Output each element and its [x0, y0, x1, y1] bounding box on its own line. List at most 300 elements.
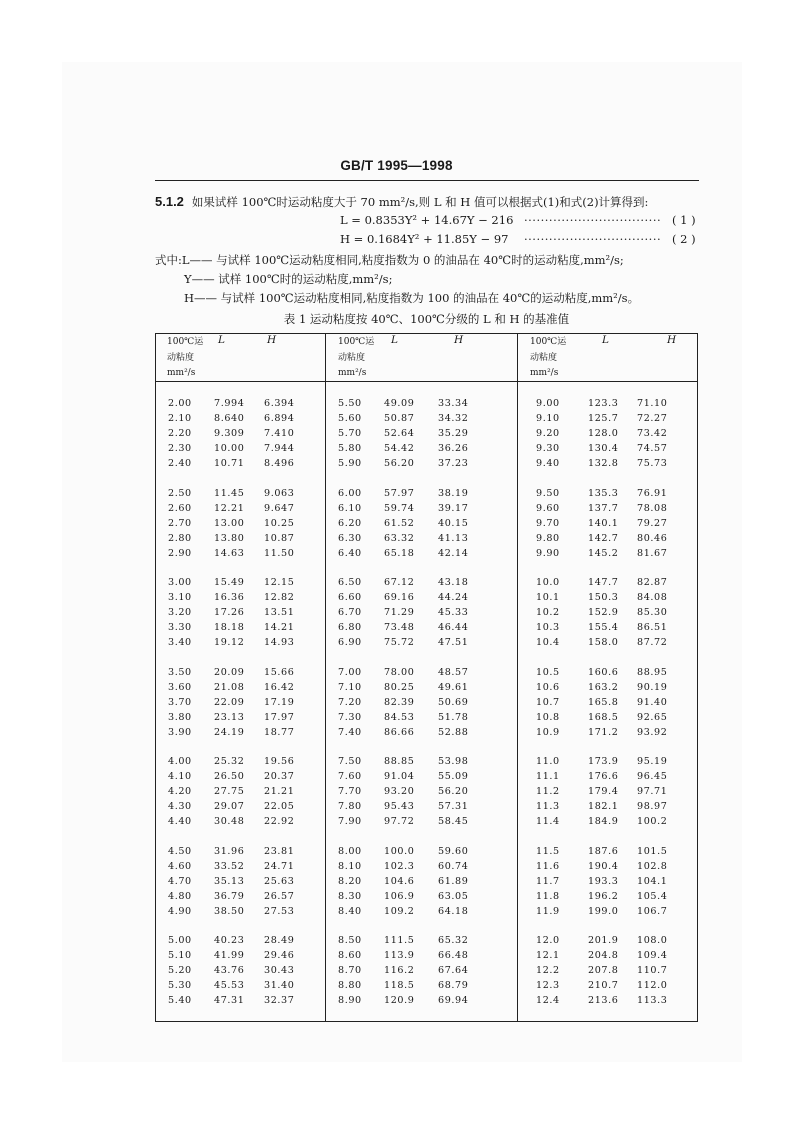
cell-H: 97.71 [637, 786, 668, 797]
cell-L: 59.74 [384, 502, 415, 514]
cell-viscosity: 9.40 [536, 458, 560, 469]
cell-H: 100.2 [637, 816, 668, 827]
cell-H: 108.0 [637, 935, 668, 946]
cell-H: 86.51 [637, 622, 668, 633]
cell-viscosity: 7.00 [338, 666, 362, 678]
cell-L: 118.5 [384, 980, 415, 991]
cell-H: 15.66 [264, 666, 295, 678]
cell-H: 96.45 [637, 771, 668, 782]
cell-viscosity: 9.20 [536, 428, 560, 439]
cell-viscosity: 5.50 [338, 398, 362, 409]
cell-L: 43.76 [214, 965, 245, 976]
cell-L: 130.4 [588, 443, 619, 454]
cell-viscosity: 10.4 [536, 637, 560, 648]
cell-viscosity: 2.10 [168, 413, 192, 424]
cell-L: 27.75 [214, 786, 245, 797]
cell-H: 46.44 [438, 622, 469, 633]
cell-H: 102.8 [637, 860, 668, 872]
header-viscosity-line2: 动粘度 [530, 353, 558, 363]
cell-L: 97.72 [384, 816, 415, 827]
cell-L: 204.8 [588, 950, 619, 961]
cell-viscosity: 11.7 [536, 875, 560, 887]
cell-H: 13.51 [264, 607, 295, 618]
cell-L: 109.2 [384, 905, 415, 917]
cell-viscosity: 12.2 [536, 965, 560, 976]
cell-L: 61.52 [384, 517, 415, 529]
cell-L: 9.309 [214, 428, 245, 439]
cell-H: 32.37 [264, 995, 295, 1006]
cell-viscosity: 3.10 [168, 592, 192, 603]
cell-H: 69.94 [438, 995, 469, 1006]
cell-H: 67.64 [438, 965, 469, 976]
cell-L: 104.6 [384, 875, 415, 887]
cell-H: 12.15 [264, 577, 295, 588]
header-viscosity-line1: 100℃运 [167, 337, 204, 347]
cell-H: 20.37 [264, 771, 295, 782]
cell-L: 120.9 [384, 995, 415, 1006]
cell-H: 51.78 [438, 711, 469, 723]
column-divider [325, 334, 326, 1021]
cell-L: 10.71 [214, 458, 245, 469]
cell-H: 80.46 [637, 532, 668, 544]
cell-H: 25.63 [264, 875, 295, 887]
cell-H: 22.05 [264, 801, 295, 812]
cell-viscosity: 2.40 [168, 458, 192, 469]
header-viscosity-unit: mm²/s [530, 368, 559, 378]
cell-viscosity: 5.00 [168, 935, 192, 946]
cell-viscosity: 4.40 [168, 816, 192, 827]
cell-viscosity: 12.4 [536, 995, 560, 1006]
cell-H: 82.87 [637, 577, 668, 588]
formula-2: H = 0.1684Y² + 11.85Y − 97 [340, 232, 509, 246]
cell-viscosity: 9.80 [536, 532, 560, 544]
cell-L: 13.80 [214, 532, 245, 544]
cell-L: 86.66 [384, 726, 415, 738]
cell-L: 24.19 [214, 726, 245, 738]
cell-L: 29.07 [214, 801, 245, 812]
cell-L: 47.31 [214, 995, 245, 1006]
cell-H: 19.56 [264, 756, 295, 767]
cell-viscosity: 8.10 [338, 860, 362, 872]
cell-H: 91.40 [637, 696, 668, 708]
cell-L: 49.09 [384, 398, 415, 409]
cell-viscosity: 6.80 [338, 622, 362, 633]
cell-L: 93.20 [384, 786, 415, 797]
cell-viscosity: 11.8 [536, 890, 560, 902]
cell-L: 213.6 [588, 995, 619, 1006]
cell-L: 75.72 [384, 637, 415, 648]
header-rule [155, 180, 699, 181]
cell-H: 61.89 [438, 875, 469, 887]
cell-L: 173.9 [588, 756, 619, 767]
cell-L: 8.640 [214, 413, 245, 424]
cell-L: 18.18 [214, 622, 245, 633]
cell-H: 17.19 [264, 696, 295, 708]
cell-L: 106.9 [384, 890, 415, 902]
cell-viscosity: 2.30 [168, 443, 192, 454]
cell-L: 140.1 [588, 517, 619, 529]
cell-H: 60.74 [438, 860, 469, 872]
cell-viscosity: 2.80 [168, 532, 192, 544]
cell-H: 12.82 [264, 592, 295, 603]
definition-Y: Y—— 试样 100℃时的运动粘度,mm²/s; [184, 272, 393, 286]
cell-L: 65.18 [384, 547, 415, 559]
cell-L: 63.32 [384, 532, 415, 544]
cell-viscosity: 2.00 [168, 398, 192, 409]
cell-L: 26.50 [214, 771, 245, 782]
cell-H: 7.944 [264, 443, 295, 454]
cell-L: 176.6 [588, 771, 619, 782]
cell-H: 55.09 [438, 771, 469, 782]
cell-viscosity: 6.70 [338, 607, 362, 618]
cell-H: 6.394 [264, 398, 295, 409]
cell-viscosity: 4.10 [168, 771, 192, 782]
cell-viscosity: 7.80 [338, 801, 362, 812]
cell-L: 15.49 [214, 577, 245, 588]
cell-viscosity: 9.10 [536, 413, 560, 424]
cell-viscosity: 2.20 [168, 428, 192, 439]
definition-L: 式中:L—— 与试样 100℃运动粘度相同,粘度指数为 0 的油品在 40℃时的运动粘度,mm²/s; [155, 253, 624, 267]
cell-viscosity: 4.30 [168, 801, 192, 812]
cell-L: 82.39 [384, 696, 415, 708]
cell-H: 72.27 [637, 413, 668, 424]
cell-L: 23.13 [214, 711, 245, 723]
cell-L: 196.2 [588, 890, 619, 902]
cell-H: 44.24 [438, 592, 469, 603]
cell-viscosity: 6.40 [338, 547, 362, 559]
cell-viscosity: 11.9 [536, 905, 560, 917]
cell-H: 7.410 [264, 428, 295, 439]
standard-code-header: GB/T 1995—1998 [340, 158, 453, 173]
cell-viscosity: 6.90 [338, 637, 362, 648]
definition-H: H—— 与试样 100℃运动粘度相同,粘度指数为 100 的油品在 40℃的运动粘度,mm²/s。 [184, 291, 640, 305]
cell-L: 7.994 [214, 398, 245, 409]
cell-H: 84.08 [637, 592, 668, 603]
cell-viscosity: 9.90 [536, 547, 560, 559]
table-caption: 表 1 运动粘度按 40℃、100℃分级的 L 和 H 的基准值 [283, 312, 570, 326]
cell-H: 9.063 [264, 487, 295, 499]
cell-H: 45.33 [438, 607, 469, 618]
cell-L: 116.2 [384, 965, 415, 976]
cell-L: 36.79 [214, 890, 245, 902]
cell-H: 37.23 [438, 458, 469, 469]
cell-viscosity: 10.5 [536, 666, 560, 678]
header-L: L [391, 334, 398, 346]
cell-L: 30.48 [214, 816, 245, 827]
cell-L: 11.45 [214, 487, 245, 499]
cell-L: 193.3 [588, 875, 619, 887]
cell-H: 109.4 [637, 950, 668, 961]
cell-L: 128.0 [588, 428, 619, 439]
cell-H: 74.57 [637, 443, 668, 454]
cell-L: 91.04 [384, 771, 415, 782]
cell-L: 102.3 [384, 860, 415, 872]
cell-L: 50.87 [384, 413, 415, 424]
cell-viscosity: 7.10 [338, 681, 362, 693]
cell-L: 88.85 [384, 756, 415, 767]
cell-H: 21.21 [264, 786, 295, 797]
cell-viscosity: 6.20 [338, 517, 362, 529]
cell-H: 41.13 [438, 532, 469, 544]
cell-viscosity: 5.30 [168, 980, 192, 991]
cell-L: 199.0 [588, 905, 619, 917]
cell-H: 101.5 [637, 845, 668, 857]
cell-L: 142.7 [588, 532, 619, 544]
cell-L: 35.13 [214, 875, 245, 887]
cell-viscosity: 9.60 [536, 502, 560, 514]
cell-L: 45.53 [214, 980, 245, 991]
cell-L: 163.2 [588, 681, 619, 693]
cell-L: 137.7 [588, 502, 619, 514]
cell-L: 52.64 [384, 428, 415, 439]
cell-viscosity: 5.60 [338, 413, 362, 424]
cell-viscosity: 12.1 [536, 950, 560, 961]
header-rule-line [156, 381, 697, 382]
cell-H: 73.42 [637, 428, 668, 439]
cell-H: 43.18 [438, 577, 469, 588]
cell-H: 63.05 [438, 890, 469, 902]
cell-viscosity: 7.70 [338, 786, 362, 797]
section-text: 如果试样 100℃时运动粘度大于 70 mm²/s,则 L 和 H 值可以根据式(1)和式(2)计算得到: [191, 195, 649, 209]
cell-viscosity: 3.40 [168, 637, 192, 648]
cell-L: 12.21 [214, 502, 245, 514]
cell-H: 28.49 [264, 935, 295, 946]
cell-viscosity: 6.10 [338, 502, 362, 514]
formula-1-leader: ································· [524, 213, 662, 227]
cell-viscosity: 8.80 [338, 980, 362, 991]
cell-viscosity: 5.40 [168, 995, 192, 1006]
cell-L: 125.7 [588, 413, 619, 424]
cell-L: 135.3 [588, 487, 619, 499]
cell-viscosity: 10.6 [536, 681, 560, 693]
cell-H: 76.91 [637, 487, 668, 499]
cell-L: 14.63 [214, 547, 245, 559]
cell-viscosity: 8.90 [338, 995, 362, 1006]
cell-H: 105.4 [637, 890, 668, 902]
cell-H: 23.81 [264, 845, 295, 857]
cell-L: 57.97 [384, 487, 415, 499]
cell-L: 182.1 [588, 801, 619, 812]
header-viscosity-line2: 动粘度 [167, 353, 195, 363]
header-H: H [454, 334, 464, 346]
cell-L: 210.7 [588, 980, 619, 991]
cell-viscosity: 8.00 [338, 845, 362, 857]
cell-H: 92.65 [637, 711, 668, 723]
cell-H: 14.21 [264, 622, 295, 633]
cell-H: 85.30 [637, 607, 668, 618]
cell-viscosity: 9.50 [536, 487, 560, 499]
cell-H: 27.53 [264, 905, 295, 917]
cell-viscosity: 8.40 [338, 905, 362, 917]
cell-viscosity: 7.90 [338, 816, 362, 827]
cell-L: 17.26 [214, 607, 245, 618]
cell-H: 56.20 [438, 786, 469, 797]
cell-H: 17.97 [264, 711, 295, 723]
cell-H: 68.79 [438, 980, 469, 991]
cell-viscosity: 11.4 [536, 816, 560, 827]
cell-H: 98.97 [637, 801, 668, 812]
cell-H: 36.26 [438, 443, 469, 454]
cell-viscosity: 10.8 [536, 711, 560, 723]
cell-H: 16.42 [264, 681, 295, 693]
cell-H: 22.92 [264, 816, 295, 827]
cell-viscosity: 2.60 [168, 502, 192, 514]
cell-viscosity: 8.50 [338, 935, 362, 946]
cell-viscosity: 4.60 [168, 860, 192, 872]
column-divider [517, 334, 518, 1021]
cell-H: 31.40 [264, 980, 295, 991]
cell-viscosity: 4.80 [168, 890, 192, 902]
cell-L: 19.12 [214, 637, 245, 648]
cell-L: 100.0 [384, 845, 415, 857]
cell-H: 18.77 [264, 726, 295, 738]
cell-viscosity: 12.0 [536, 935, 560, 946]
cell-viscosity: 6.50 [338, 577, 362, 588]
cell-L: 78.00 [384, 666, 415, 678]
cell-L: 150.3 [588, 592, 619, 603]
cell-H: 24.71 [264, 860, 295, 872]
cell-L: 22.09 [214, 696, 245, 708]
cell-viscosity: 3.90 [168, 726, 192, 738]
cell-viscosity: 3.50 [168, 666, 192, 678]
cell-H: 33.34 [438, 398, 469, 409]
section-number: 5.1.2 [155, 194, 184, 209]
cell-L: 16.36 [214, 592, 245, 603]
cell-L: 38.50 [214, 905, 245, 917]
cell-H: 8.496 [264, 458, 295, 469]
cell-viscosity: 7.50 [338, 756, 362, 767]
cell-viscosity: 10.7 [536, 696, 560, 708]
cell-viscosity: 4.90 [168, 905, 192, 917]
cell-H: 10.87 [264, 532, 295, 544]
cell-viscosity: 11.1 [536, 771, 560, 782]
cell-L: 152.9 [588, 607, 619, 618]
cell-L: 41.99 [214, 950, 245, 961]
cell-H: 75.73 [637, 458, 668, 469]
cell-H: 29.46 [264, 950, 295, 961]
cell-viscosity: 11.0 [536, 756, 560, 767]
cell-L: 10.00 [214, 443, 245, 454]
section-5-1-2 [155, 195, 648, 209]
cell-L: 165.8 [588, 696, 619, 708]
cell-H: 57.31 [438, 801, 469, 812]
cell-L: 25.32 [214, 756, 245, 767]
header-L: L [218, 334, 225, 346]
cell-viscosity: 7.40 [338, 726, 362, 738]
cell-L: 111.5 [384, 935, 415, 946]
cell-H: 9.647 [264, 502, 295, 514]
cell-viscosity: 3.20 [168, 607, 192, 618]
header-viscosity-unit: mm²/s [167, 368, 196, 378]
cell-H: 52.88 [438, 726, 469, 738]
cell-viscosity: 8.30 [338, 890, 362, 902]
cell-viscosity: 4.20 [168, 786, 192, 797]
cell-L: 13.00 [214, 517, 245, 529]
cell-H: 38.19 [438, 487, 469, 499]
header-viscosity-line2: 动粘度 [338, 353, 366, 363]
cell-H: 34.32 [438, 413, 469, 424]
cell-viscosity: 4.00 [168, 756, 192, 767]
cell-H: 35.29 [438, 428, 469, 439]
cell-L: 171.2 [588, 726, 619, 738]
cell-viscosity: 7.60 [338, 771, 362, 782]
cell-viscosity: 9.70 [536, 517, 560, 529]
cell-H: 42.14 [438, 547, 469, 559]
cell-L: 179.4 [588, 786, 619, 797]
cell-L: 56.20 [384, 458, 415, 469]
cell-viscosity: 7.30 [338, 711, 362, 723]
cell-L: 69.16 [384, 592, 415, 603]
cell-viscosity: 3.70 [168, 696, 192, 708]
cell-viscosity: 2.50 [168, 487, 192, 499]
cell-H: 64.18 [438, 905, 469, 917]
cell-L: 31.96 [214, 845, 245, 857]
cell-viscosity: 10.2 [536, 607, 560, 618]
cell-L: 201.9 [588, 935, 619, 946]
cell-H: 59.60 [438, 845, 469, 857]
cell-viscosity: 5.90 [338, 458, 362, 469]
cell-L: 21.08 [214, 681, 245, 693]
cell-H: 58.45 [438, 816, 469, 827]
cell-viscosity: 8.60 [338, 950, 362, 961]
cell-H: 78.08 [637, 502, 668, 514]
cell-viscosity: 2.70 [168, 517, 192, 529]
cell-L: 155.4 [588, 622, 619, 633]
cell-L: 71.29 [384, 607, 415, 618]
header-viscosity-line1: 100℃运 [530, 337, 567, 347]
cell-L: 80.25 [384, 681, 415, 693]
cell-viscosity: 3.00 [168, 577, 192, 588]
cell-viscosity: 7.20 [338, 696, 362, 708]
cell-viscosity: 12.3 [536, 980, 560, 991]
cell-H: 50.69 [438, 696, 469, 708]
cell-L: 147.7 [588, 577, 619, 588]
cell-H: 87.72 [637, 637, 668, 648]
cell-viscosity: 5.10 [168, 950, 192, 961]
cell-viscosity: 10.0 [536, 577, 560, 588]
header-viscosity-unit: mm²/s [338, 368, 367, 378]
reference-values-table [155, 333, 698, 1022]
cell-L: 160.6 [588, 666, 619, 678]
cell-viscosity: 8.70 [338, 965, 362, 976]
cell-H: 113.3 [637, 995, 668, 1006]
cell-H: 6.894 [264, 413, 295, 424]
cell-L: 187.6 [588, 845, 619, 857]
cell-L: 73.48 [384, 622, 415, 633]
cell-H: 79.27 [637, 517, 668, 529]
cell-L: 67.12 [384, 577, 415, 588]
cell-H: 26.57 [264, 890, 295, 902]
header-H: H [667, 334, 677, 346]
cell-L: 40.23 [214, 935, 245, 946]
cell-L: 132.8 [588, 458, 619, 469]
cell-L: 113.9 [384, 950, 415, 961]
cell-H: 10.25 [264, 517, 295, 529]
cell-H: 39.17 [438, 502, 469, 514]
cell-L: 184.9 [588, 816, 619, 827]
cell-viscosity: 3.80 [168, 711, 192, 723]
cell-viscosity: 6.60 [338, 592, 362, 603]
cell-H: 65.32 [438, 935, 469, 946]
header-L: L [602, 334, 609, 346]
cell-L: 95.43 [384, 801, 415, 812]
cell-L: 54.42 [384, 443, 415, 454]
cell-L: 33.52 [214, 860, 245, 872]
cell-L: 84.53 [384, 711, 415, 723]
cell-L: 123.3 [588, 398, 619, 409]
cell-viscosity: 9.30 [536, 443, 560, 454]
cell-L: 207.8 [588, 965, 619, 976]
